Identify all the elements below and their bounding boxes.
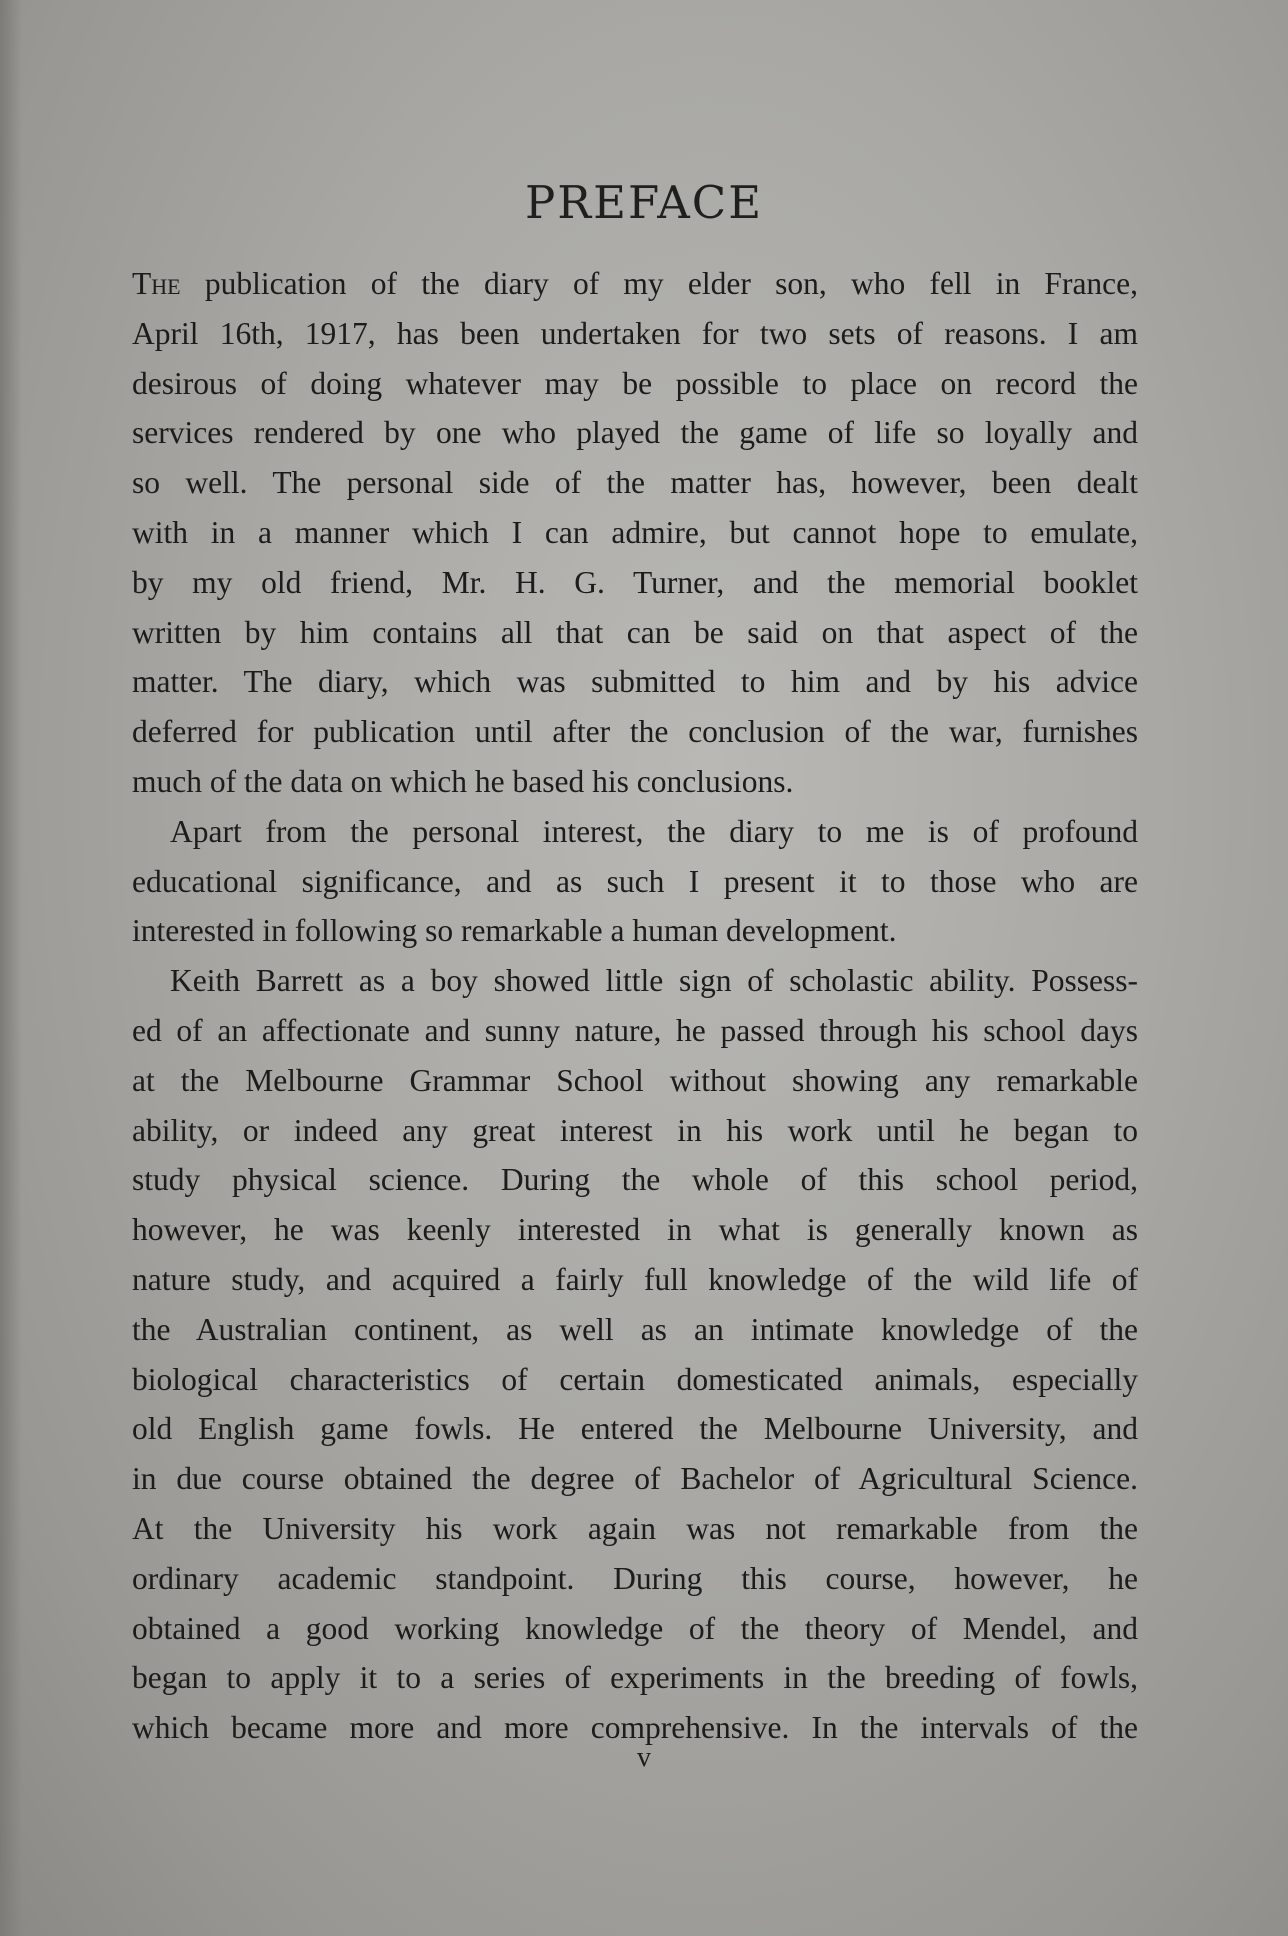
text-line: old English game fowls. He entered the Melbourne University, and xyxy=(132,1411,1138,1447)
text-line: educational significance, and as such I present it to those who are xyxy=(132,863,1138,899)
text-line: ordinary academic standpoint. During this course, however, he xyxy=(132,1560,1138,1596)
text-line: written by him contains all that can be said on that aspect of the xyxy=(132,614,1138,650)
text-line: The publication of the diary of my elder son, who fell in France, xyxy=(132,266,1139,301)
text-line: deferred for publication until after the conclusion of the war, furnishes xyxy=(132,714,1138,750)
text-line: by my old friend, Mr. H. G. Turner, and the memorial booklet xyxy=(132,564,1138,600)
text-line: At the University his work again was not remarkable from the xyxy=(132,1510,1138,1546)
body-text xyxy=(132,259,1138,1753)
text-line: obtained a good working knowledge of the theory of Mendel, and xyxy=(132,1610,1138,1646)
text-line: study physical science. During the whole of this school period, xyxy=(132,1162,1138,1198)
text-line: desirous of doing whatever may be possible to place on record the xyxy=(132,365,1138,401)
paragraph-1 xyxy=(132,259,1138,807)
text-line: at the Melbourne Grammar School without showing any remarkable xyxy=(132,1062,1138,1098)
text-line: much of the data on which he based his conclusions. xyxy=(132,763,794,799)
lead-word: The xyxy=(132,266,181,301)
text-line: however, he was keenly interested in what is generally known as xyxy=(132,1212,1138,1248)
text-line: with in a manner which I can admire, but cannot hope to emulate, xyxy=(132,514,1138,550)
text-line: biological characteristics of certain domesticated animals, especially xyxy=(132,1361,1138,1397)
text-line: began to apply it to a series of experiments in the breeding of fowls, xyxy=(132,1660,1138,1696)
text-line: in due course obtained the degree of Bachelor of Agricultural Science. xyxy=(132,1461,1138,1497)
text-line: so well. The personal side of the matter has, however, been dealt xyxy=(132,465,1138,501)
paragraph-2 xyxy=(132,807,1138,956)
text-line: Apart from the personal interest, the diary to me is of profound xyxy=(170,813,1138,849)
text-line: interested in following so remarkable a human development. xyxy=(132,913,897,949)
text-line: the Australian continent, as well as an intimate knowledge of the xyxy=(132,1311,1138,1347)
text-line: services rendered by one who played the game of life so loyally and xyxy=(132,415,1138,451)
text-line: April 16th, 1917, has been undertaken for two sets of reasons. I am xyxy=(132,315,1138,351)
text-line: ed of an affectionate and sunny nature, he passed through his school days xyxy=(132,1012,1138,1048)
text-line: matter. The diary, which was submitted to him and by his advice xyxy=(132,664,1138,700)
text-line: ability, or indeed any great interest in his work until he began to xyxy=(132,1112,1138,1148)
paragraph-3 xyxy=(132,956,1138,1753)
page-title: PREFACE xyxy=(524,176,764,229)
text-line: Keith Barrett as a boy showed little sign of scholastic ability. Possess- xyxy=(170,963,1138,999)
page-number: v xyxy=(637,1742,651,1773)
text-line: which became more and more comprehensive. In the intervals of the xyxy=(132,1710,1138,1746)
text-line: nature study, and acquired a fairly full knowledge of the wild life of xyxy=(132,1261,1138,1297)
